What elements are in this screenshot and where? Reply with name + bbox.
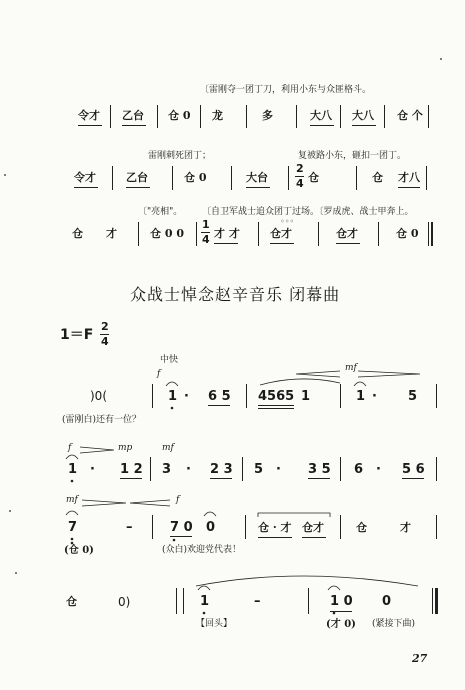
note: 1 0 xyxy=(330,594,353,609)
dynamic-f: f xyxy=(176,495,180,505)
perc-cell: 才 xyxy=(400,521,411,534)
rest-end: 0) xyxy=(118,595,131,609)
note: – xyxy=(254,594,261,609)
note: 5 xyxy=(408,389,418,404)
scan-speck xyxy=(4,174,6,176)
stage-direction-row2-right: 复被路小东，砸扣一团丁。 xyxy=(298,151,407,161)
perc-cell: 令才 xyxy=(78,109,100,122)
note-dot: · xyxy=(186,462,191,477)
key-meter-top: 2 xyxy=(101,320,109,333)
meter-bottom: 4 xyxy=(296,177,304,190)
dynamic-mp: mp xyxy=(118,443,133,453)
dynamic-mf: mf xyxy=(66,495,78,505)
note-dot: · xyxy=(276,462,281,477)
key-signature: 1＝F xyxy=(60,327,94,343)
perc-cell: 仓 0 xyxy=(396,227,419,240)
perc-cell: 仓 个 xyxy=(397,109,423,122)
note: 0 xyxy=(382,594,392,609)
note: 1 2 xyxy=(120,462,143,477)
piece-title: 众战士悼念赵辛音乐 闭幕曲 xyxy=(130,285,341,304)
perc-cell: 仓 0 xyxy=(184,171,207,184)
meter-top: 2 xyxy=(296,162,304,175)
key-meter-bottom: 4 xyxy=(101,335,109,348)
dynamic-mf: mf xyxy=(162,443,174,453)
perc-cell: 仓 xyxy=(72,227,83,240)
page-number: 27 xyxy=(412,652,428,665)
perc-cell: 乙台 xyxy=(126,171,148,184)
note: 6 5 xyxy=(208,389,231,404)
repeat-dots-mark: ◦◦◦ xyxy=(280,217,295,226)
perc-cell: 仓 xyxy=(66,595,77,608)
perc-cell: 仓 · 才 xyxy=(258,521,292,534)
label-huitou: 【回头】 xyxy=(196,619,233,629)
note: 6 xyxy=(354,462,364,477)
note: 1 xyxy=(356,389,366,404)
note: 3 xyxy=(162,462,172,477)
note: 1 xyxy=(168,389,178,404)
scan-speck xyxy=(9,510,11,512)
note: 5 xyxy=(254,462,264,477)
note: 7 xyxy=(68,520,78,535)
stage-direction-row1: 〔雷刚夺一团丁刀，利用小东与众匪格斗。 xyxy=(200,85,372,95)
perc-cell: 乙台 xyxy=(122,109,144,122)
perc-parenthetical: (仓 0) xyxy=(64,545,94,556)
stage-direction-row3-right: 〔自卫军战士追众团丁过场。〔罗成虎、战士甲奔上。 xyxy=(202,207,414,217)
note: 1 xyxy=(68,462,78,477)
note: 4565 xyxy=(258,389,295,404)
perc-cell: 才 xyxy=(106,227,117,240)
note: 5 6 xyxy=(402,462,425,477)
meter-bottom: 4 xyxy=(202,233,210,246)
spoken-line: (众白)欢迎党代表！ xyxy=(162,545,242,555)
perc-cell: 仓 xyxy=(372,171,383,184)
meter-top: 1 xyxy=(202,218,210,231)
perc-cell: 仓 xyxy=(308,171,319,184)
perc-parenthetical: (才 0) xyxy=(326,619,356,630)
note-dot: · xyxy=(372,389,377,404)
note-dot: · xyxy=(90,462,95,477)
perc-cell: 大八 xyxy=(352,109,374,122)
perc-cell: 多 xyxy=(262,109,273,122)
perc-cell: 才 才 xyxy=(214,227,240,240)
perc-cell: 仓 0 0 xyxy=(150,227,184,240)
rest-start: )0( xyxy=(90,389,107,403)
note: 1 xyxy=(301,389,311,404)
scan-speck xyxy=(440,58,442,60)
stage-direction-row3-left: 〔"亮相"。 xyxy=(138,207,183,217)
note: 7 0 xyxy=(170,520,193,535)
note: 2 3 xyxy=(210,462,233,477)
dynamic-f: f xyxy=(157,369,161,379)
perc-cell: 才八 xyxy=(398,171,420,184)
note: 1 xyxy=(200,594,210,609)
perc-cell: 仓 xyxy=(356,521,367,534)
dynamic-mf: mf xyxy=(345,363,357,373)
perc-cell: 仓才 xyxy=(270,227,292,240)
perc-cell: 仓才 xyxy=(302,521,324,534)
note-dot: · xyxy=(184,389,189,404)
perc-cell: 仓才 xyxy=(336,227,358,240)
stage-direction-row2-left: 雷刚刺死团丁； xyxy=(148,151,212,161)
dynamic-f: f xyxy=(68,443,72,453)
label-continue: (紧接下曲) xyxy=(372,619,416,629)
note-dot: · xyxy=(376,462,381,477)
note: 3 5 xyxy=(308,462,331,477)
note: 0 xyxy=(206,520,216,535)
perc-cell: 仓 0 xyxy=(168,109,191,122)
note: – xyxy=(126,520,133,535)
scan-speck xyxy=(15,572,17,574)
perc-cell: 龙 xyxy=(212,109,223,122)
perc-cell: 大八 xyxy=(310,109,332,122)
spoken-line: (雷刚白)还有一位？ xyxy=(62,415,142,425)
tempo-mark: 中快 xyxy=(160,355,179,365)
perc-cell: 令才 xyxy=(74,171,96,184)
perc-cell: 大台 xyxy=(246,171,268,184)
